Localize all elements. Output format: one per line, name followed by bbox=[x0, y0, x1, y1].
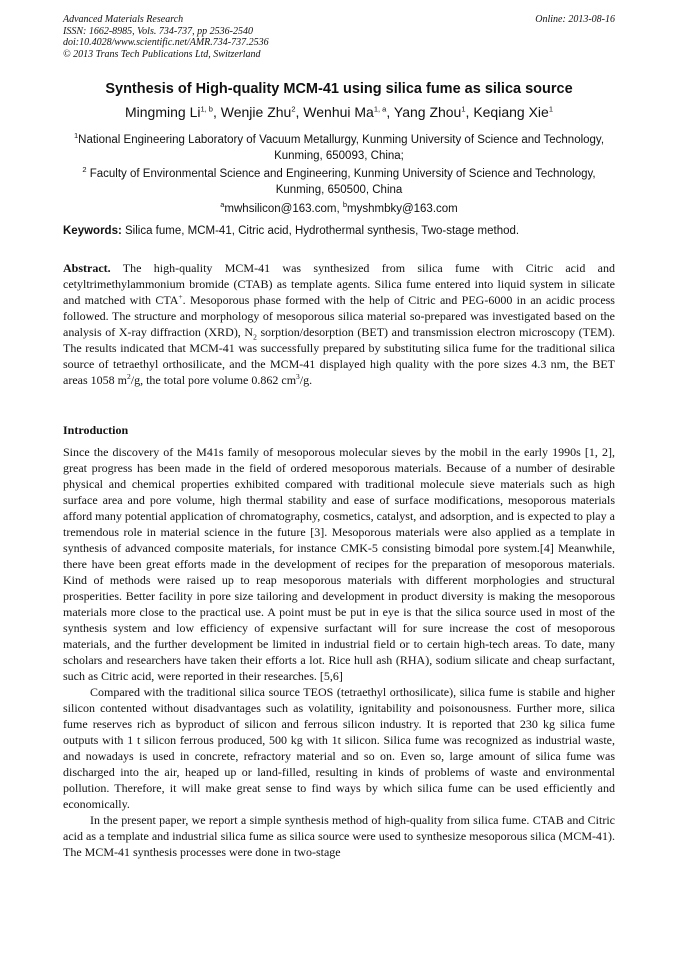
journal-name: Advanced Materials Research bbox=[63, 14, 184, 25]
email-address[interactable]: mwhsilicon@163.com, bbox=[224, 203, 343, 215]
author-affil-mark: 1 bbox=[461, 104, 466, 114]
superscript: + bbox=[178, 292, 183, 301]
abstract-text: The high-quality MCM-41 was synthesized from silica fume with Citric acid and cetyltrimethylammonium bromide (CTAB) as template agents. Silica fume entered into liquid system in silicate and matched with CTA bbox=[63, 261, 615, 307]
online-date: Online: 2013-08-16 bbox=[535, 14, 615, 25]
keywords-text: Silica fume, MCM-41, Citric acid, Hydrothermal synthesis, Two-stage method. bbox=[121, 225, 520, 237]
author-affil-mark: 1, a bbox=[373, 104, 387, 114]
affiliation-mark: 2 bbox=[82, 165, 87, 175]
email-mark: b bbox=[342, 200, 348, 210]
author-affil-mark: 1, b bbox=[200, 104, 213, 114]
abstract-text: sorption/desorption (BET) and transmission electron microscopy (TEM). The results indicated that MCM-41 was successfully prepared by substituting silica fume for the traditional silica source of tetraethyl orthosilicate, and the MCM-41 displayed high quality with the pore sizes 4.3 nm, the BET areas 1058 m bbox=[63, 325, 616, 387]
email-line bbox=[40, 200, 638, 215]
abstract bbox=[63, 260, 615, 388]
author-name: Yang Zhou bbox=[393, 104, 462, 120]
affiliation-mark: 1 bbox=[73, 131, 79, 141]
author-name: Wenhui Ma bbox=[303, 104, 374, 120]
introduction-body bbox=[63, 444, 615, 860]
author-affil-mark: 2 bbox=[291, 104, 296, 114]
paragraph: Compared with the traditional silica source TEOS (tetraethyl orthosilicate), silica fume is stabile and higher silicon contented without disadvantages such as volatility, ignitability and poisonousness. Further more, silica fume reserves rich as byproduct of silicon and ferrous silicon industry. It is reported that 230 kg silica fume outputs with 1 t silicon ferrous produced, 500 kg with 1t silicon. Silica fume was recognized as industrial waste, and nowadays is used in concrete, refractory material and so on. Even so, large amount of silica fume was discharged into the air, heaped up or land-filled, resulting in kinds of problems of waste and environmental pollution. Therefore, it will make great sense to find ways by which silica fume can be used efficiently and economically. bbox=[63, 685, 615, 811]
affiliation-text: National Engineering Laboratory of Vacuum Metallurgy, Kunming University of Science and Technology, Kunming, 650093, China; bbox=[78, 134, 605, 162]
abstract-text: /g, the total pore volume 0.862 cm bbox=[130, 373, 297, 387]
abstract-label: Abstract. bbox=[63, 261, 111, 275]
subscript: 2 bbox=[253, 332, 257, 342]
paper-title: Synthesis of High-quality MCM-41 using silica fume as silica source bbox=[105, 81, 573, 97]
paragraph: Since the discovery of the M41s family of mesoporous molecular sieves by the mobil in the early 1990s [1, 2], great progress has been made in the field of ordered mesoporous materials. Because of a number of desirable physical and chemical properties exhibited compared with traditional molecule sieve materials such as high surface area and pore volume, high thermal stability and ease of surface modifications, mesoporous materials afford many potential application of chromatography, cosmetics, catalyst, and adsorption, and is expected to play a tremendous role in material science in the future [3]. Mesoporous materials were also applied as a template in synthesis of advanced composite materials, for instance CMK-5 consisting bimodal pore system.[4] Meanwhile, there have been great efforts made in the development of recipes for the preparation of mesoporous materials. Kind of methods were raised up to reap mesoporous materials with different morphologies and structural prosperities. Better facility in pore size tailoring and development in product diversity is making the mesoporous materials more close to the practical use. A point must be put in eye is that the silica source used in most of the synthesis system and low efficiency of expensive surfactant will for sure increase the cost of mesoporous materials, and the further development be limited in industrial field or to certain high-tech areas. To date, many scholars and researchers have taken their efforts a lot. Rice hull ash (RHA), sodium silicate and cheap surfactant, such as Citric acid, were reported in their researches. [5,6] bbox=[63, 445, 615, 683]
section-heading-introduction: Introduction bbox=[63, 423, 129, 437]
author-name: Wenjie Zhu bbox=[220, 104, 292, 120]
email-address[interactable]: myshmbky@163.com bbox=[347, 203, 458, 215]
abstract-text: . Mesoporous phase formed with the help of Citric and PEG-6000 in an acidic process followed. The structure and morphology of mesoporous silica material so-prepared was investigated based on the analysis of X-ray diffraction (XRD), N bbox=[63, 293, 615, 339]
running-header bbox=[63, 14, 615, 60]
affiliation-2 bbox=[70, 166, 608, 198]
superscript: 2 bbox=[126, 372, 131, 381]
copyright-line: © 2013 Trans Tech Publications Ltd, Switzerland bbox=[63, 48, 261, 60]
affiliation-1 bbox=[70, 132, 608, 164]
author-name: Mingming Li bbox=[124, 104, 201, 120]
affiliation-text: Faculty of Environmental Science and Engineering, Kunming University of Science and Technology, Kunming, 650500, China bbox=[86, 168, 596, 196]
issn-line: ISSN: 1662-8985, Vols. 734-737, pp 2536-2540 bbox=[63, 25, 253, 37]
paragraph: In the present paper, we report a simple synthesis method of high-quality from silica fume. CTAB and Citric acid as a template and industrial silica fume as silica source were used to synthesize mesoporous silica (MCM-41). The MCM-41 synthesis processes were done in two-stage bbox=[63, 813, 615, 859]
superscript: 3 bbox=[296, 372, 300, 381]
keywords-line bbox=[63, 225, 615, 237]
abstract-text: /g. bbox=[299, 373, 313, 387]
author-name: Keqiang Xie bbox=[473, 104, 549, 120]
doi-line: doi:10.4028/www.scientific.net/AMR.734-737.2536 bbox=[63, 37, 269, 48]
author-affil-mark: 1 bbox=[548, 104, 553, 114]
email-mark: a bbox=[220, 200, 225, 210]
keywords-label: Keywords: bbox=[63, 225, 122, 237]
author-list: Mingming Li$^{1, b}$, Wenjie Zhu$^2$, Wenhui Ma$^{1, a}$, Yang Zhou$^1$, Keqiang Xie$^1$ bbox=[124, 104, 553, 120]
